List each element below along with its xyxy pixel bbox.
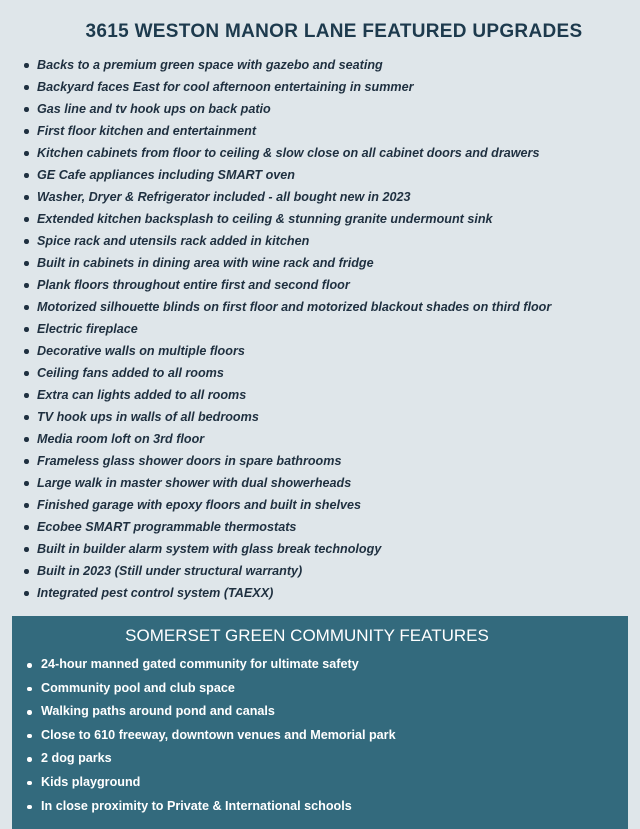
page-title: 3615 WESTON MANOR LANE FEATURED UPGRADES [85,21,583,42]
upgrade-item: Frameless glass shower doors in spare bathrooms [0,450,551,472]
community-feature-item: 24-hour manned gated community for ultimate safety [12,653,396,677]
upgrade-item: Integrated pest control system (TAEXX) [0,582,551,604]
upgrade-item: Extended kitchen backsplash to ceiling & stunning granite undermount sink [0,208,551,230]
upgrade-item: Decorative walls on multiple floors [0,340,551,362]
upgrade-item: Built in 2023 (Still under structural warranty) [0,560,551,582]
upgrade-item: Washer, Dryer & Refrigerator included - all bought new in 2023 [0,186,551,208]
upgrade-item: Gas line and tv hook ups on back patio [0,98,551,120]
upgrade-item: Built in cabinets in dining area with wine rack and fridge [0,252,551,274]
upgrade-item: Electric fireplace [0,318,551,340]
upgrade-item: Finished garage with epoxy floors and built in shelves [0,494,551,516]
community-feature-item: Close to 610 freeway, downtown venues and Memorial park [12,724,396,748]
community-feature-item: Community pool and club space [12,677,396,701]
upgrade-item: Kitchen cabinets from floor to ceiling & slow close on all cabinet doors and drawers [0,142,551,164]
upgrade-item: Backyard faces East for cool afternoon entertaining in summer [0,76,551,98]
upgrade-item: Backs to a premium green space with gazebo and seating [0,54,551,76]
community-feature-item: In close proximity to Private & International schools [12,795,396,819]
community-title: SOMERSET GREEN COMMUNITY FEATURES [125,626,489,645]
upgrade-item: Extra can lights added to all rooms [0,384,551,406]
community-feature-item: Walking paths around pond and canals [12,700,396,724]
upgrade-item: Media room loft on 3rd floor [0,428,551,450]
upgrade-item: GE Cafe appliances including SMART oven [0,164,551,186]
upgrade-item: Motorized silhouette blinds on first floor and motorized blackout shades on third floor [0,296,551,318]
upgrades-list [0,54,551,604]
community-feature-item: Kids playground [12,771,396,795]
upgrade-item: Plank floors throughout entire first and second floor [0,274,551,296]
upgrade-item: Ceiling fans added to all rooms [0,362,551,384]
upgrade-item: First floor kitchen and entertainment [0,120,551,142]
upgrade-item: TV hook ups in walls of all bedrooms [0,406,551,428]
upgrade-item: Built in builder alarm system with glass break technology [0,538,551,560]
community-features-list [12,653,396,818]
upgrade-item: Large walk in master shower with dual showerheads [0,472,551,494]
community-feature-item: 2 dog parks [12,747,396,771]
upgrade-item: Ecobee SMART programmable thermostats [0,516,551,538]
upgrade-item: Spice rack and utensils rack added in kitchen [0,230,551,252]
community-features-panel [12,616,628,829]
